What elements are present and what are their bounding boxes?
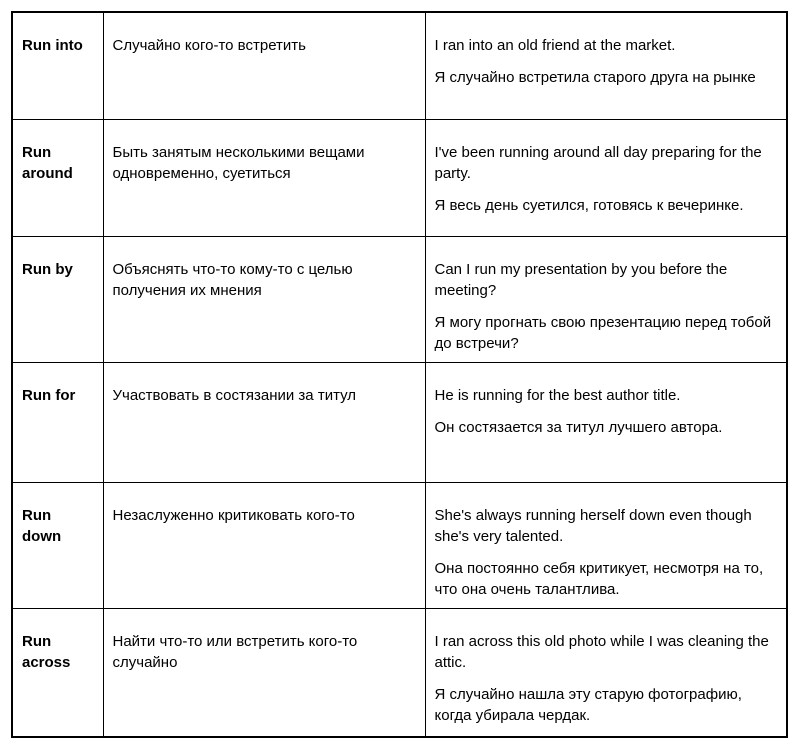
example-russian: Я случайно нашла эту старую фотографию, когда убирала чердак. xyxy=(434,685,742,724)
verb-cell xyxy=(12,236,103,362)
verb-label: Run down xyxy=(22,506,62,545)
example-russian: Я весь день суетился, готовясь к вечеринке. xyxy=(434,196,744,214)
example-english: I ran across this old photo while I was cleaning the attic. xyxy=(434,632,769,671)
definition-cell xyxy=(103,12,425,119)
examples-cell xyxy=(425,482,787,608)
examples-cell xyxy=(425,12,787,119)
verb-cell xyxy=(12,362,103,482)
examples-cell xyxy=(425,608,787,737)
table-row xyxy=(12,482,787,608)
example-russian: Он состязается за титул лучшего автора. xyxy=(434,418,723,436)
phrasal-verbs-table xyxy=(11,11,788,738)
table-row xyxy=(12,12,787,119)
example-russian: Она постоянно себя критикует, несмотря на то, что она очень талантлива. xyxy=(434,559,764,598)
example-english: Can I run my presentation by you before the meeting? xyxy=(434,260,728,299)
example-english: I ran into an old friend at the market. xyxy=(434,37,676,54)
verb-cell xyxy=(12,119,103,236)
examples-cell xyxy=(425,236,787,362)
definition-text: Случайно кого-то встретить xyxy=(112,37,306,54)
table-row xyxy=(12,119,787,236)
table-row xyxy=(12,236,787,362)
verb-label: Run across xyxy=(22,632,71,671)
definition-cell xyxy=(103,608,425,737)
example-english: I've been running around all day preparing for the party. xyxy=(434,143,762,182)
definition-cell xyxy=(103,362,425,482)
definition-text: Незаслуженно критиковать кого-то xyxy=(112,506,355,524)
example-english: He is running for the best author title. xyxy=(434,386,681,404)
examples-cell xyxy=(425,119,787,236)
example-english: She's always running herself down even though she's very talented. xyxy=(434,506,752,545)
definition-text: Найти что-то или встретить кого-то случайно xyxy=(112,632,358,671)
verb-label: Run into xyxy=(22,37,83,54)
definition-cell xyxy=(103,482,425,608)
table-row xyxy=(12,362,787,482)
verb-label: Run by xyxy=(22,260,73,278)
verb-cell xyxy=(12,608,103,737)
definition-text: Участвовать в состязании за титул xyxy=(112,386,357,404)
example-russian: Я случайно встретила старого друга на рынке xyxy=(434,69,756,86)
verb-cell xyxy=(12,482,103,608)
examples-cell xyxy=(425,362,787,482)
verb-label: Run for xyxy=(22,386,76,404)
definition-cell xyxy=(103,236,425,362)
definition-text: Объяснять что-то кому-то с целью получения их мнения xyxy=(112,260,353,299)
definition-text: Быть занятым несколькими вещами одновременно, суетиться xyxy=(112,143,365,182)
verb-cell xyxy=(12,12,103,119)
table-row xyxy=(12,608,787,737)
example-russian: Я могу прогнать свою презентацию перед тобой до встречи? xyxy=(434,313,772,352)
verb-label: Run around xyxy=(22,143,73,182)
definition-cell xyxy=(103,119,425,236)
